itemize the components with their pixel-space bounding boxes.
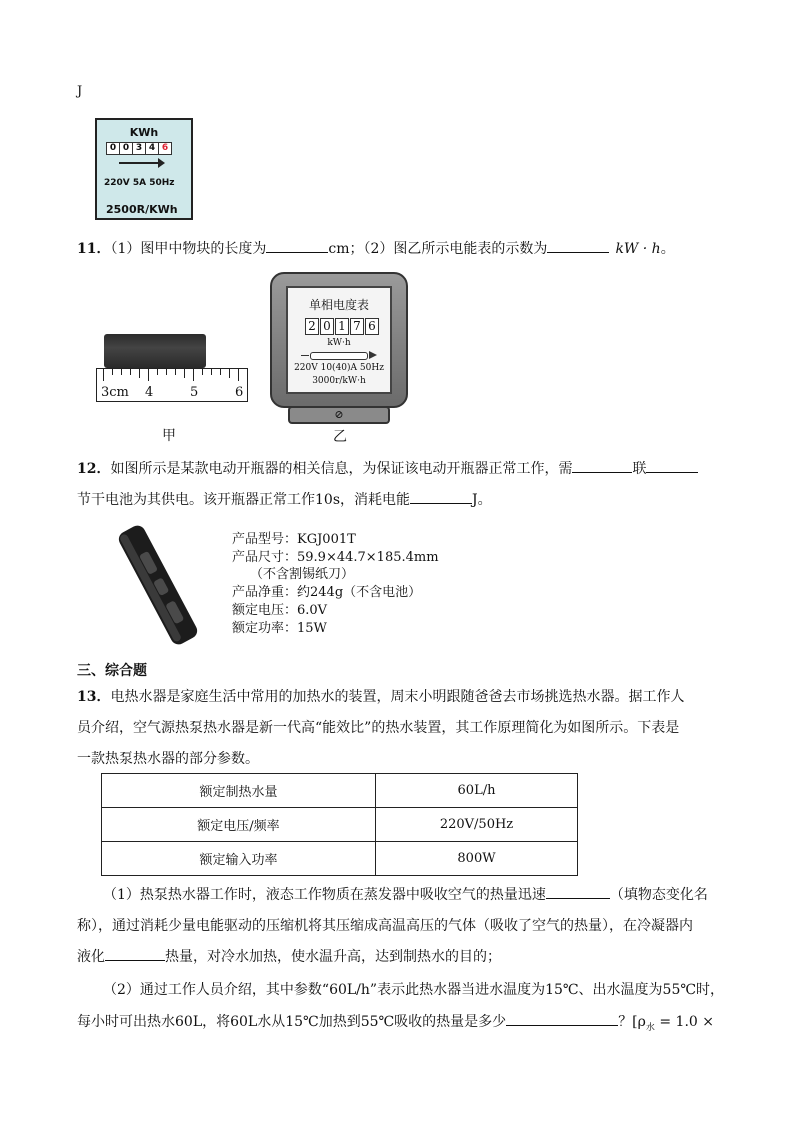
answer-blank[interactable] [646, 458, 698, 473]
question-text: 液化 [77, 949, 105, 965]
ruler-tick [202, 369, 203, 375]
question-text: 。 [660, 241, 675, 257]
ruler-tick [229, 369, 230, 378]
ruler-tick [148, 369, 149, 381]
question-text: （1）图甲中物块的长度为 [110, 241, 267, 257]
ruler-label: 6 [235, 385, 244, 400]
meter1-digit: 0 [107, 143, 120, 154]
table-row [102, 842, 578, 876]
product-spec-line: 额定功率：15W [232, 621, 327, 636]
ruler-tick [166, 369, 167, 375]
meter2-unit: kW·h [327, 338, 351, 348]
meter2-digit: 7 [350, 318, 364, 335]
question-text: ？[ρ [618, 1014, 646, 1030]
answer-blank[interactable] [266, 238, 328, 253]
meter2-base [288, 406, 390, 424]
question-text: cm；（2）图乙所示电能表的示数为 [328, 241, 548, 257]
question-12-line1 [77, 458, 698, 478]
ruler-tick [238, 369, 239, 381]
question-text: 每小时可出热水60L，将60L水从15℃加热到55℃吸收的热量是多少 [77, 1014, 507, 1030]
table-row [102, 774, 578, 808]
table-cell: 额定电压/频率 [102, 808, 376, 842]
top-stub: J [77, 84, 83, 99]
question-text: （填物态变化名 [609, 887, 708, 903]
ruler-tick [139, 369, 140, 378]
question-12-line2 [77, 489, 492, 509]
question-text: = 1.0 × [654, 1014, 714, 1030]
product-spec-line: 额定电压：6.0V [232, 603, 328, 618]
table-cell: 60L/h [376, 774, 578, 808]
ruler-image [96, 368, 248, 402]
ruler-tick [130, 369, 131, 375]
energy-meter-image-2 [270, 272, 408, 408]
meter2-digit: 1 [335, 318, 349, 335]
question-text: 联 [632, 461, 647, 477]
question-text: 节干电池为其供电。该开瓶器正常工作10s，消耗电能 [77, 492, 410, 508]
meter2-digit: 2 [305, 318, 319, 335]
meter1-digit: 3 [133, 143, 146, 154]
subscript-text: 水 [645, 1022, 655, 1033]
black-block-image [104, 334, 206, 368]
subquestion-1-line1 [103, 884, 708, 904]
ruler-tick [175, 369, 176, 375]
question-number: 13． [77, 689, 111, 705]
ruler-tick [157, 369, 158, 375]
figure-caption-yi: 乙 [333, 429, 347, 445]
subquestion-2-line1: （2）通过工作人员介绍，其中参数“60L/h”表示此热水器当进水温度为15℃、出水温度为55℃时， [103, 982, 725, 998]
table-cell: 额定输入功率 [102, 842, 376, 876]
electric-bottle-opener-image [108, 520, 208, 650]
figure-caption-jia: 甲 [162, 428, 176, 444]
answer-blank[interactable] [410, 489, 472, 504]
answer-blank[interactable] [547, 238, 609, 253]
meter2-spec: 220V 10(40)A 50Hz [294, 363, 384, 373]
question-13-line1 [77, 686, 684, 706]
table-cell: 220V/50Hz [376, 808, 578, 842]
table-cell: 额定制热水量 [102, 774, 376, 808]
meter2-digit: 0 [320, 318, 334, 335]
answer-blank[interactable] [105, 946, 165, 961]
arrow-right-icon [119, 162, 159, 164]
question-text: 热量，对冷水加热，使水温升高，达到制热水的目的； [165, 949, 501, 965]
table-cell: 800W [376, 842, 578, 876]
meter2-base-symbol: ⊘ [334, 408, 344, 421]
ruler-tick [184, 369, 185, 378]
question-11 [77, 238, 675, 258]
question-text: J。 [472, 492, 492, 508]
product-spec-line: （不含割锡纸刀） [250, 567, 355, 582]
ruler-tick [112, 369, 113, 375]
ruler-tick [193, 369, 194, 381]
question-13-line2: 员介绍，空气源热泵热水器是新一代高“能效比”的热水装置，其工作原理简化为如图所示。下表是 [77, 720, 680, 736]
ruler-tick [220, 369, 221, 375]
meter1-unit: KWh [129, 126, 159, 139]
subquestion-1-line3 [77, 946, 501, 966]
ruler-tick [211, 369, 212, 375]
meter1-spec: 220V 5A 50Hz [104, 178, 175, 188]
meter1-digits [106, 142, 172, 155]
ruler-label: 3cm [101, 385, 129, 400]
answer-blank[interactable] [506, 1011, 618, 1026]
energy-meter-image-1 [95, 118, 193, 220]
question-text: 如图所示是某款电动开瓶器的相关信息，为保证该电动开瓶器正常工作，需 [110, 461, 573, 477]
meter1-digit: 0 [120, 143, 133, 154]
meter2-digit: 6 [365, 318, 379, 335]
meter2-digits [305, 318, 380, 335]
subquestion-2-line2 [77, 1011, 714, 1033]
meter1-digit: 4 [146, 143, 159, 154]
section-heading: 三、综合题 [77, 663, 147, 679]
meter2-title: 单相电度表 [308, 298, 369, 312]
meter2-face [286, 286, 392, 394]
meter1-digit: 6 [161, 143, 169, 153]
question-13-line3: 一款热泵热水器的部分参数。 [77, 751, 259, 767]
rotor-arrow-icon [310, 352, 368, 360]
product-spec-line: 产品型号：KGJ001T [232, 532, 356, 547]
meter1-rev: 2500R/KWh [106, 203, 178, 216]
ruler-label: 4 [145, 385, 154, 400]
question-text: 电热水器是家庭生活中常用的加热水的装置，周末小明跟随爸爸去市场挑选热水器。据工作人 [110, 689, 685, 705]
question-number: 11． [77, 241, 111, 257]
meter2-rate: 3000r/kW·h [312, 376, 366, 386]
question-number: 12． [77, 461, 111, 477]
parameter-table [101, 773, 578, 876]
answer-blank[interactable] [572, 458, 632, 473]
answer-blank[interactable] [546, 884, 610, 899]
ruler-label: 5 [190, 385, 199, 400]
unit-text: kW · h [615, 241, 661, 257]
product-spec-line: 产品尺寸：59.9×44.7×185.4mm [232, 550, 439, 565]
ruler-tick [103, 369, 104, 381]
subquestion-1-line2: 称），通过消耗少量电能驱动的压缩机将其压缩成高温高压的气体（吸收了空气的热量），在冷凝器内 [77, 918, 693, 934]
product-spec-line: 产品净重：约244g（不含电池） [232, 585, 422, 600]
ruler-tick [121, 369, 122, 375]
question-text: （1）热泵热水器工作时，液态工作物质在蒸发器中吸收空气的热量迅速 [103, 887, 546, 903]
table-row [102, 808, 578, 842]
